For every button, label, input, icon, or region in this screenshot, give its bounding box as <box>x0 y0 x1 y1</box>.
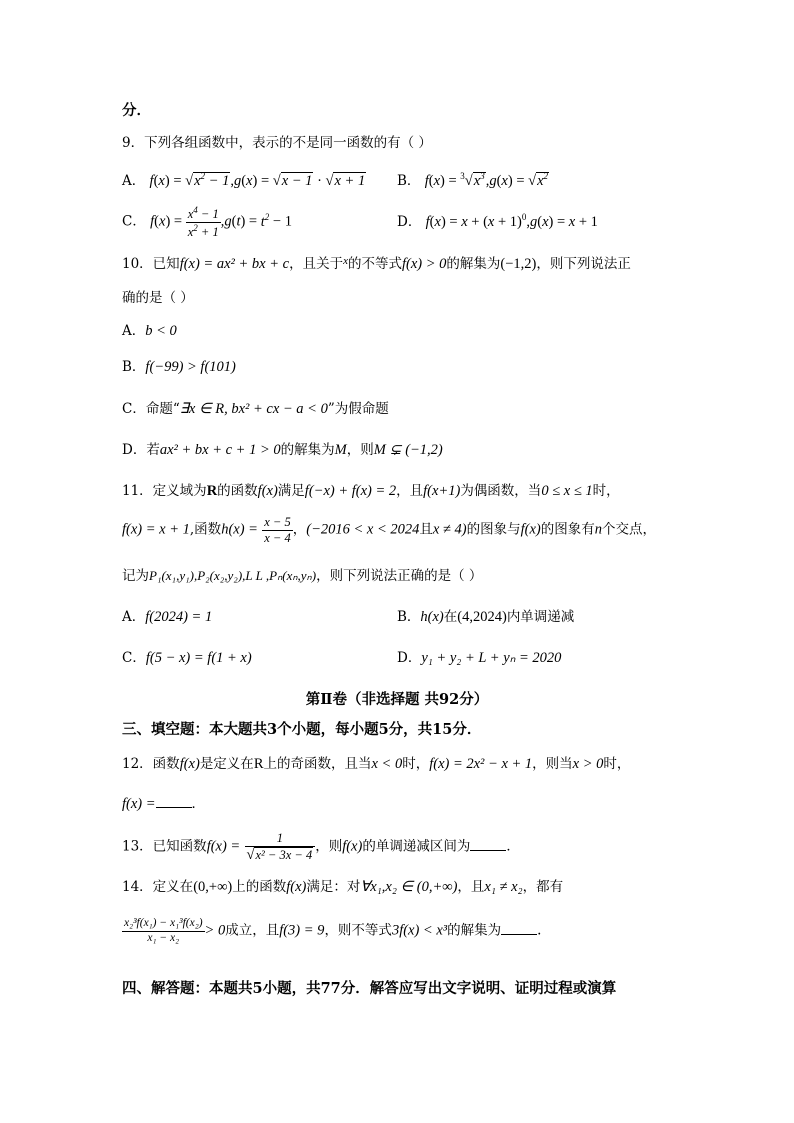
q10-stem-line2: 确的是（ ） <box>122 290 194 306</box>
q11-stem-line2: f(x) = x + 1,函数h(x) = $\frac{x - 5}{x - 4}$ ，(−2016 < x < 2024且x ≠ 4)的图象与f(x)的图象有n个交点， <box>122 515 656 545</box>
q12-stem-line2: f(x) = ． <box>122 796 206 812</box>
q11-h-fraction: $\frac{x - 5}{x - 4}$ <box>264 515 291 545</box>
q11-stem-line3: 记为P₁(x₁,y₁),P₂(x₂,y₂),L L ,Pₙ(xₙ,yₙ)，则下列说法正确的是（ ） <box>122 568 483 584</box>
q11-option-b[interactable]: B．h(x)在(4,2024)内单调递减 <box>397 609 575 625</box>
q10-option-b[interactable]: B．f(−99) > f(101) <box>122 359 236 375</box>
q11-option-a[interactable]: A．f(2024) = 1 <box>122 609 213 625</box>
q9-option-b[interactable]: B． $f(x) = ^3√x^3,g(x) = √x^2$ <box>397 171 549 189</box>
q9-option-c[interactable]: C． f(x) = $\frac{x^4 - 1}{x^2 + 1}$ $,g(t) = t^2 - 1$ <box>122 205 292 239</box>
section-3-heading: 三、填空题：本大题共3个小题，每小题5分，共15分． <box>122 721 482 738</box>
q9-stem: 9．下列各组函数中，表示的不是同一函数的有（ ） <box>122 135 432 151</box>
q11-option-d[interactable]: D．y₁ + y₂ + L + yₙ = 2020 <box>397 650 562 666</box>
q11-stem-line1: 11．定义域为R的函数f(x)满足f(−x) + f(x) = 2，且f(x+1)为偶函数，当0 ≤ x ≤ 1时， <box>122 483 620 499</box>
q12-answer-blank[interactable] <box>156 797 192 808</box>
q13-answer-blank[interactable] <box>470 840 506 851</box>
q9-option-a[interactable]: A． $f(x) = √x^2 - 1,g(x) = √x - 1 \cdot √x + 1$ <box>122 171 366 189</box>
q14-stem-line2: $\frac{\text{x₂³f(x₁) − x₁³f(x₂)}}{\text{x₁ − x₂}}$ > 0成立，且f(3) = 9，则不等式3f(x) < x³的解集为 . <box>124 917 542 944</box>
q13-fraction: $\frac{1}{\text{√x² − 3x − 4}}$ <box>245 832 316 862</box>
q12-stem-line1: 12．函数f(x)是定义在R上的奇函数，且当x < 0时，f(x) = 2x² − x + 1，则当x > 0时， <box>122 756 631 772</box>
q13-stem: 13．已知函数f(x) = $\frac{1}{\text{√x² − 3x − 4}}$ ，则f(x)的单调递减区间为 ． <box>122 831 520 863</box>
q11-option-c[interactable]: C．f(5 − x) = f(1 + x) <box>122 650 252 666</box>
page-fragment: 分． <box>122 102 151 119</box>
q9-a-expr: f <box>149 172 154 189</box>
q10-option-c[interactable]: C．命题“∃x ∈ R, bx² + cx − a < 0”为假命题 <box>122 401 389 417</box>
q9-option-d[interactable]: D． $f(x) = x + (x + 1)^0,g(x) = x + 1$ <box>397 212 598 230</box>
q14-answer-blank[interactable] <box>501 924 537 935</box>
q10-stem-line1: 10．已知f(x) = ax² + bx + c，且关于$^x$的不等式f(x) > 0的解集为(−1,2)，则下列说法正 <box>122 255 631 272</box>
option-label: C． <box>122 213 146 230</box>
part2-title: 第Ⅱ卷（非选择题 共92分） <box>305 691 489 708</box>
q14-fraction: $\frac{\text{x₂³f(x₁) − x₁³f(x₂)}}{\text{x₁ − x₂}}$ <box>124 917 203 944</box>
option-label: D． <box>397 213 422 230</box>
q10-option-d[interactable]: D．若ax² + bx + c + 1 > 0的解集为M，则M ⊊ (−1,2) <box>122 442 443 458</box>
section-4-heading: 四、解答题：本题共5小题，共77分．解答应写出文字说明、证明过程或演算 <box>122 980 617 997</box>
q14-stem-line1: 14．定义在(0,+∞)上的函数f(x)满足：对∀x₁,x₂ ∈ (0,+∞)，且x₁ ≠ x₂，都有 <box>122 879 564 895</box>
option-label: B． <box>397 172 421 189</box>
q9-c-fraction: $\frac{x^4 - 1}{x^2 + 1}$ <box>187 205 219 239</box>
option-label: A． <box>122 172 146 189</box>
q10-option-a[interactable]: A．b < 0 <box>122 323 177 339</box>
